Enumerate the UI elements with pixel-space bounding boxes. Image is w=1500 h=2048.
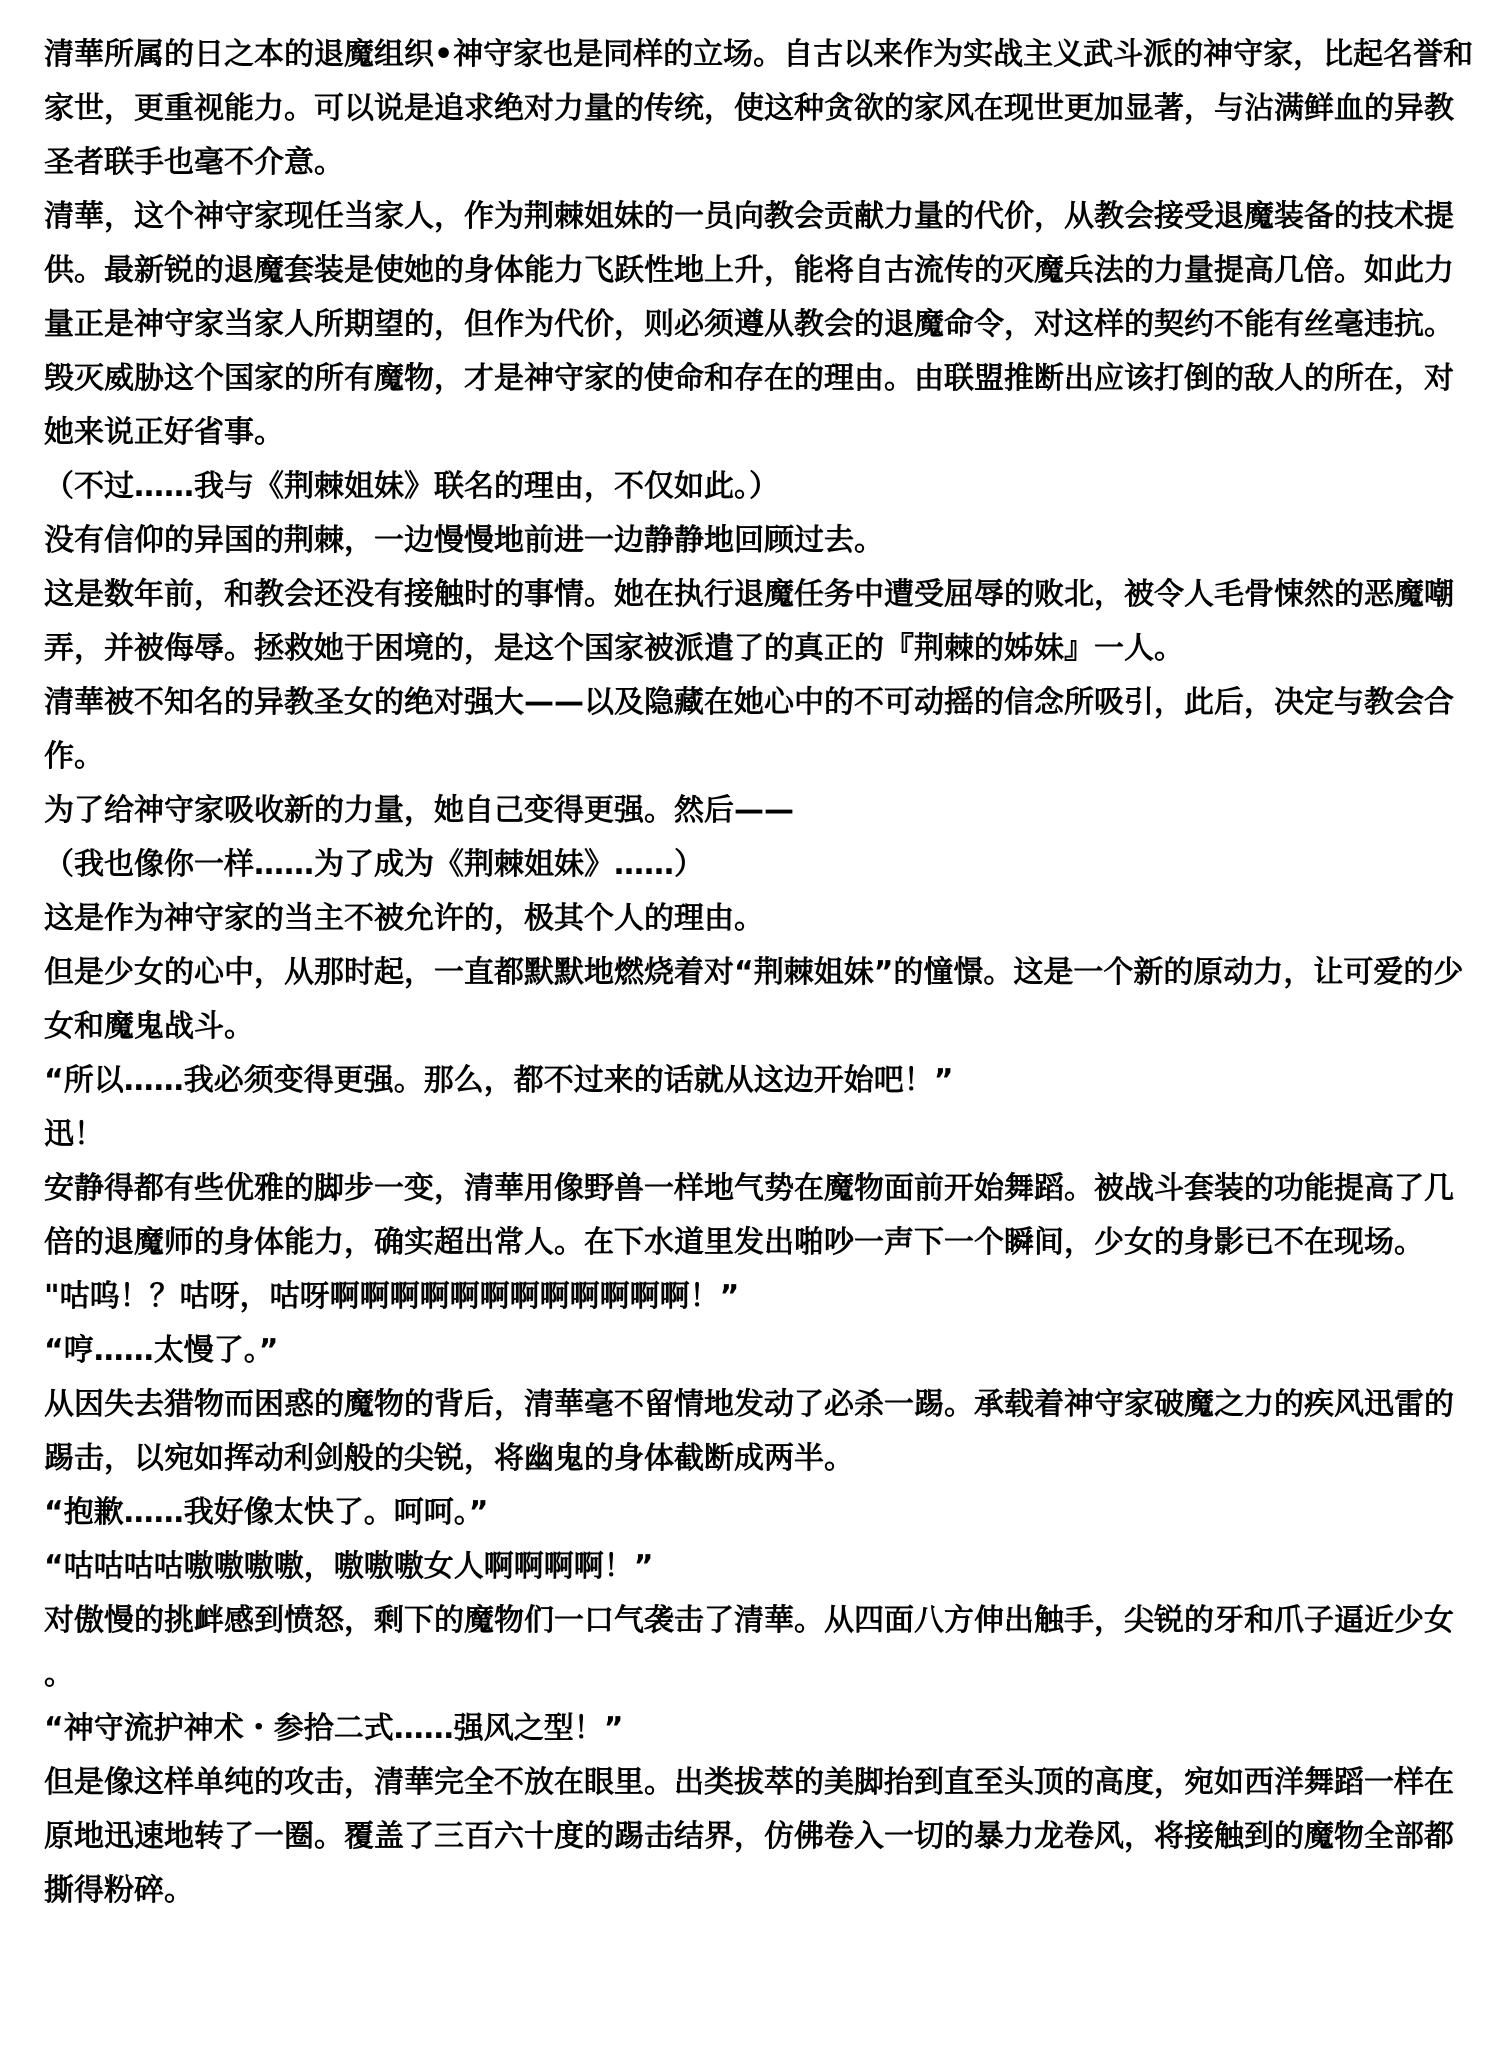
paragraph-7: 清華被不知名的异教圣女的绝对强大——以及隐藏在她心中的不可动摇的信念所吸引，此后，决定与教会合作。 (44, 685, 1454, 774)
paragraph-22: 但是像这样单纯的攻击，清華完全不放在眼里。出类拔萃的美脚抬到直至头顶的高度，宛如西洋舞蹈一样在原地迅速地转了一圈。覆盖了三百六十度的踢击结界，仿佛卷入一切的暴力龙卷风，将接触到的魔物全部都撕得粉碎。 (44, 1765, 1454, 1908)
paragraph-16: “哼……太慢了。” (44, 1333, 279, 1368)
paragraph-5: 没有信仰的异国的荆棘，一边慢慢地前进一边静静地回顾过去。 (44, 523, 884, 558)
paragraph-6: 这是数年前，和教会还没有接触时的事情。她在执行退魔任务中遭受屈辱的败北，被令人毛骨悚然的恶魔嘲弄，并被侮辱。拯救她于困境的，是这个国家被派遣了的真正的『荆棘的姊妹』一人。 (44, 577, 1454, 666)
paragraph-3: 毁灭威胁这个国家的所有魔物，才是神守家的使命和存在的理由。由联盟推断出应该打倒的敌人的所在，对她来说正好省事。 (44, 361, 1454, 450)
paragraph-4: （不过……我与《荆棘姐妹》联名的理由，不仅如此。） (44, 469, 779, 504)
paragraph-20: 对傲慢的挑衅感到愤怒，剩下的魔物们一口气袭击了清華。从四面八方伸出触手，尖锐的牙和爪子逼近少女。 (44, 1603, 1454, 1692)
paragraph-21: “神守流护神术・参拾二式……强风之型！” (44, 1711, 624, 1746)
paragraph-9: （我也像你一样……为了成为《荆棘姐妹》……） (44, 847, 704, 882)
paragraph-8: 为了给神守家吸收新的力量，她自己变得更强。然后—— (44, 793, 794, 828)
paragraph-12: “所以……我必须变得更强。那么，都不过来的话就从这边开始吧！” (44, 1063, 954, 1098)
paragraph-14: 安静得都有些优雅的脚步一变，清華用像野兽一样地气势在魔物面前开始舞蹈。被战斗套装的功能提高了几倍的退魔师的身体能力，确实超出常人。在下水道里发出啪吵一声下一个瞬间，少女的身影已不在现场。 (44, 1171, 1454, 1260)
paragraph-11: 但是少女的心中，从那时起，一直都默默地燃烧着对“荆棘姐妹”的憧憬。这是一个新的原动力，让可爱的少女和魔鬼战斗。 (44, 955, 1464, 1044)
paragraph-18: “抱歉……我好像太快了。呵呵。” (44, 1495, 489, 1530)
paragraph-15: "咕呜！？咕呀，咕呀啊啊啊啊啊啊啊啊啊啊啊啊！” (44, 1279, 740, 1314)
paragraph-17: 从因失去猎物而困惑的魔物的背后，清華毫不留情地发动了必杀一踢。承载着神守家破魔之力的疾风迅雷的踢击，以宛如挥动利剑般的尖锐，将幽鬼的身体截断成两半。 (44, 1387, 1454, 1476)
paragraph-1: 清華所属的日之本的退魔组织•神守家也是同样的立场。自古以来作为实战主义武斗派的神守家，比起名誉和家世，更重视能力。可以说是追求绝对力量的传统，使这种贪欲的家风在现世更加显著，与沾满鲜血的异教圣者联手也毫不介意。 (44, 37, 1474, 180)
paragraph-10: 这是作为神守家的当主不被允许的，极其个人的理由。 (44, 901, 764, 936)
paragraph-13: 迅！ (44, 1117, 104, 1152)
paragraph-2: 清華，这个神守家现任当家人，作为荆棘姐妹的一员向教会贡献力量的代价，从教会接受退魔装备的技术提供。最新锐的退魔套装是使她的身体能力飞跃性地上升，能将自古流传的灭魔兵法的力量提高几倍。如此力量正是神守家当家人所期望的，但作为代价，则必须遵从教会的退魔命令，对这样的契约不能有丝毫违抗。 (44, 199, 1454, 342)
paragraph-19: “咕咕咕咕嗷嗷嗷嗷，嗷嗷嗷女人啊啊啊啊！” (44, 1549, 654, 1584)
